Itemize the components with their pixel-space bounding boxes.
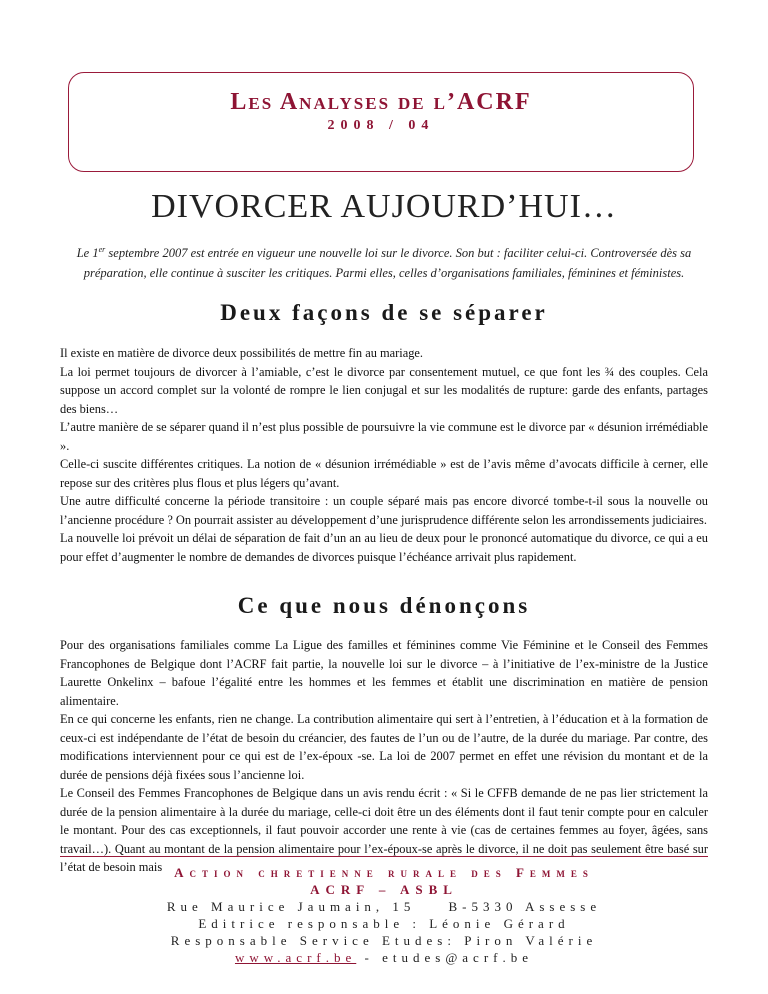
email-address: etudes@acrf.be	[382, 950, 534, 965]
footer-organization: Action chretienne rurale des Femmes	[174, 865, 594, 880]
footer	[100, 864, 668, 966]
footer-divider	[60, 856, 708, 857]
footer-city: B-5330 Assesse	[448, 899, 602, 914]
paragraph: L’autre manière de se séparer quand il n’est plus possible de poursuivre la vie commune est le divorce par « désunion irrémédiable ».	[60, 420, 708, 453]
paragraph: Une autre difficulté concerne la période transitoire : un couple séparé mais pas encore divorcé tombe-t-il sous la nouvelle ou l’ancienne procédure ? On pourrait assister au développement d’une jurisprudence différente selon les arrondissements judiciaires.	[60, 494, 708, 527]
contact-separator: -	[356, 950, 383, 965]
paragraph: La nouvelle loi prévoit un délai de séparation de fait d’un an au lieu de deux pour le prononcé automatique du divorce, ce qui a eu pour effet d’augmenter le nombre de demandes de divorces puisque l’échéance arrivait plus rapidement.	[60, 531, 708, 564]
section-title-separation: Deux façons de se séparer	[220, 300, 548, 325]
footer-editor: Editrice responsable : Léonie Gérard	[198, 916, 570, 931]
section-body-separation	[60, 344, 708, 566]
footer-address	[100, 898, 668, 915]
intro-paragraph	[60, 240, 708, 283]
section-title-denonciation: Ce que nous dénonçons	[237, 593, 531, 618]
header-box	[68, 72, 694, 172]
intro-sup: er	[98, 245, 106, 254]
footer-street: Rue Maurice Jaumain, 15	[166, 899, 416, 914]
footer-contact	[100, 949, 668, 966]
intro-text: septembre 2007 est entrée en vigueur une nouvelle loi sur le divorce. Son but : faciliter celui-ci. Controversée dès sa préparation, elle continue à susciter les critiques. Parmi elles, celles d’organisations familiales, féminines et féministes.	[83, 246, 692, 281]
paragraph: En ce qui concerne les enfants, rien ne change. La contribution alimentaire qui sert à l’entretien, à l’éducation et à la formation de ceux-ci est indépendante de l’état de besoin du créancier, des fautes de l’un ou de l’autre, de la durée du mariage. Par contre, des modifications interviennent pour ce qui est de l’ex-époux -se. La loi de 2007 permet en effet une révision du montant et de la durée de pensions déjà fixées sous l’ancienne loi.	[60, 712, 708, 782]
issue-date: 2008 / 04	[327, 118, 435, 133]
footer-organization-short: ACRF – ASBL	[310, 882, 458, 897]
paragraph: La loi permet toujours de divorcer à l’amiable, c’est le divorce par consentement mutuel, ce que font les ¾ des couples. Cela suppose un accord complet sur la volonté de rompre le lien conjugal et sur les modalités de rupture: garde des enfants, partages des biens…	[60, 364, 708, 416]
paragraph: Le Conseil des Femmes Francophones de Belgique dans un avis rendu écrit : « Si le CFFB demande de ne pas lier strictement la durée de la pension alimentaire à la durée du mariage, celle-ci doit être un des éléments dont il faut tenir compte pour en calculer le montant. Pour des cas exceptionnels, il faut pouvoir accorder une rente à vie (cas de certaines femmes au foyer, âgées, sans travail…). Quant au montant de la pension alimentaire pour l’ex-époux-se après le divorce, il ne doit pas seulement être basé sur l’état de besoin mais	[60, 786, 708, 874]
intro-pre: Le 1	[76, 246, 99, 261]
website-link[interactable]: www.acrf.be	[234, 950, 357, 965]
paragraph: Il existe en matière de divorce deux possibilités de mettre fin au mariage.	[60, 346, 423, 360]
footer-studies: Responsable Service Etudes: Piron Valérie	[170, 933, 598, 948]
series-title: Les Analyses de l’ACRF	[230, 89, 532, 115]
page-title: DIVORCER AUJOURD’HUI…	[151, 188, 617, 225]
paragraph: Celle-ci suscite différentes critiques. La notion de « désunion irrémédiable » est de l’avis même d’avocats difficile à cerner, elle repose sur des critères plus flous et plus légers qu’avant.	[60, 457, 708, 490]
section-body-denonciation	[60, 636, 708, 877]
paragraph: Pour des organisations familiales comme La Ligue des familles et féminines comme Vie Féminine et le Conseil des Femmes Francophones de Belgique dont l’ACRF fait partie, la nouvelle loi sur le divorce – à l’initiative de l’ex-ministre de la Justice Laurette Onkelinx – bafoue l’égalité entre les hommes et les femmes et établit une discrimination en matière de pension alimentaire.	[60, 638, 708, 708]
